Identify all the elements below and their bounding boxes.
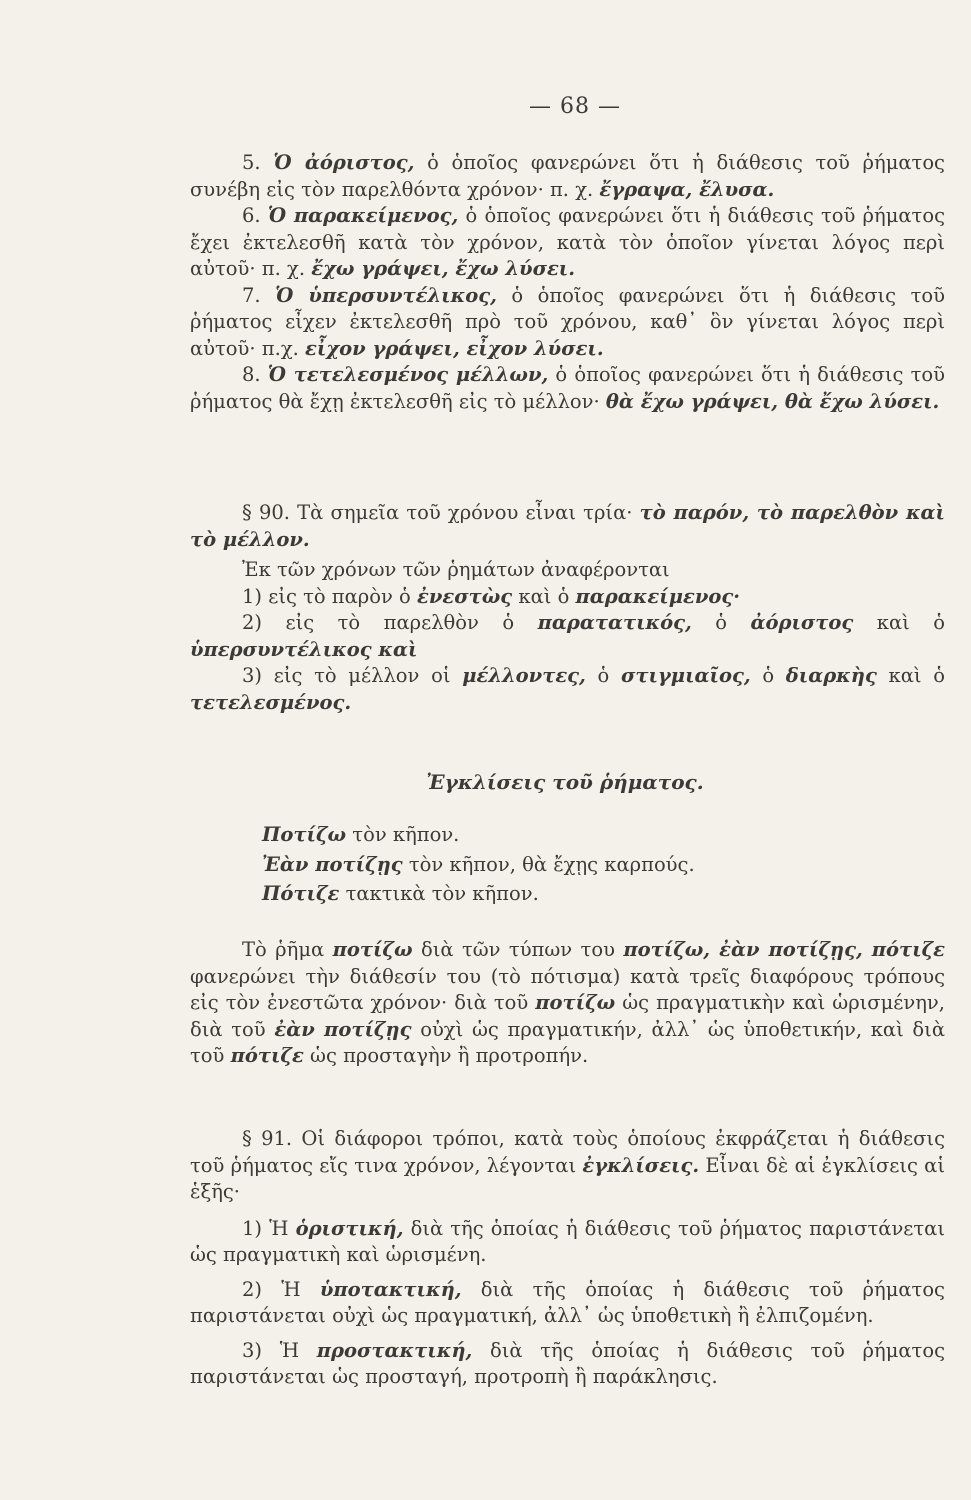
paragraph-text: Τὸ ῥῆμα ποτίζω διὰ τῶν τύπων του ποτίζω, ἐὰν ποτίζῃς, πότιζε φανερώνει τὴν διάθεσίν του (τὸ πότισμα) κατὰ τρεῖς διαφόρους τρόπους εἰς τὸν ἐνεστῶτα χρόνον· διὰ τοῦ ποτίζω ὡς πραγματικὴν καὶ ὡρισμένην, διὰ τοῦ ἐὰν ποτίζῃς οὐχὶ ὡς πραγματικήν, ἀλλ᾽ ὡς ὑποθετικήν, καὶ διὰ τοῦ πότιζε ὡς προσταγὴν ἢ προτροπήν. (190, 938, 945, 1067)
section-90-intro: Ἐκ τῶν χρόνων τῶν ῥημάτων ἀναφέρονται (242, 558, 670, 581)
example-sentence: Ἐὰν ποτίζῃς τὸν κῆπον, θὰ ἔχῃς καρπούς. (262, 852, 695, 876)
section-91-text: § 91. Οἱ διάφοροι τρόποι, κατὰ τοὺς ὁποίους ἐκφράζεται ἡ διάθεσις τοῦ ῥήματος εἴς τινα χρόνον, λέγονται ἐγκλίσεις. Εἶναι δὲ αἱ ἐγκλίσεις αἱ ἑξῆς· (190, 1127, 945, 1203)
section-91-list (190, 1216, 945, 1391)
examples (262, 822, 942, 911)
section-90-list (190, 584, 945, 717)
section-90-text: § 90. Τὰ σημεῖα τοῦ χρόνου εἶναι τρία· τὸ παρόν, τὸ παρελθὸν καὶ τὸ μέλλον. (190, 501, 945, 551)
tense-item: 5. Ὁ ἀόριστος, ὁ ὁποῖος φανερώνει ὅτι ἡ διάθεσις τοῦ ῥήματος συνέβη εἰς τὸν παρελθόντα χρόνον· π. χ. ἔγραψα, ἔλυσα. (190, 151, 945, 201)
tense-item: 8. Ὁ τετελεσμένος μέλλων, ὁ ὁποῖος φανερώνει ὅτι ἡ διάθεσις τοῦ ῥήματος θὰ ἔχῃ ἐκτελεσθῆ εἰς τὸ μέλλον· θὰ ἔχω γράψει, θὰ ἔχω λύσει. (190, 363, 945, 413)
example-sentence: Ποτίζω τὸν κῆπον. (262, 823, 460, 846)
list-item: 1) εἰς τὸ παρὸν ὁ ἐνεστὼς καὶ ὁ παρακείμενος· (242, 584, 741, 608)
example-sentence: Πότιζε τακτικὰ τὸν κῆπον. (262, 882, 539, 905)
tense-item: 7. Ὁ ὑπερσυντέλικος, ὁ ὁποῖος φανερώνει ὅτι ἡ διάθεσις τοῦ ῥήματος εἶχεν ἐκτελεσθῆ πρὸ τοῦ χρόνου, καθ᾽ ὃν γίνεται λόγος περὶ αὐτοῦ· π.χ. εἶχον γράψει, εἶχον λύσει. (190, 283, 945, 360)
list-item: 3) εἰς τὸ μέλλον οἱ μέλλοντες, ὁ στιγμιαῖος, ὁ διαρκὴς καὶ ὁ τετελεσμένος. (190, 664, 945, 714)
list-item: 2) εἰς τὸ παρελθὸν ὁ παρατατικός, ὁ ἀόριστος καὶ ὁ ὑπερσυντέλικος καὶ (190, 611, 946, 661)
section-90 (190, 500, 945, 716)
paragraph-rima (190, 937, 945, 1070)
mood-item: 1) Ἡ ὁριστική, διὰ τῆς ὁποίας ἡ διάθεσις τοῦ ῥήματος παριστάνεται ὡς πραγματικὴ καὶ ὡρισμένη. (190, 1216, 946, 1266)
tenses-list (190, 150, 945, 415)
tense-item: 6. Ὁ παρακείμενος, ὁ ὁποῖος φανερώνει ὅτι ἡ διάθεσις τοῦ ῥήματος ἔχει ἐκτελεσθῆ κατὰ τὸν χρόνον, κατὰ τὸν ὁποῖον γίνεται λόγος περὶ αὐτοῦ· π. χ. ἔχω γράψει, ἔχω λύσει. (190, 204, 945, 280)
section-91 (190, 1126, 945, 1399)
mood-item: 3) Ἡ προστακτική, διὰ τῆς ὁποίας ἡ διάθεσις τοῦ ῥήματος παριστάνεται ὡς προσταγή, προτροπὴ ἢ παράκλησις. (190, 1338, 945, 1388)
page-number: — 68 — (529, 94, 621, 119)
mood-item: 2) Ἡ ὑποτακτική, διὰ τῆς ὁποίας ἡ διάθεσις τοῦ ῥήματος παριστάνεται οὐχὶ ὡς πραγματική, ἀλλ᾽ ὡς ὑποθετικὴ ἢ ἐλπιζομένη. (190, 1277, 945, 1327)
section-heading: Ἐγκλίσεις τοῦ ῥήματος. (426, 770, 704, 794)
